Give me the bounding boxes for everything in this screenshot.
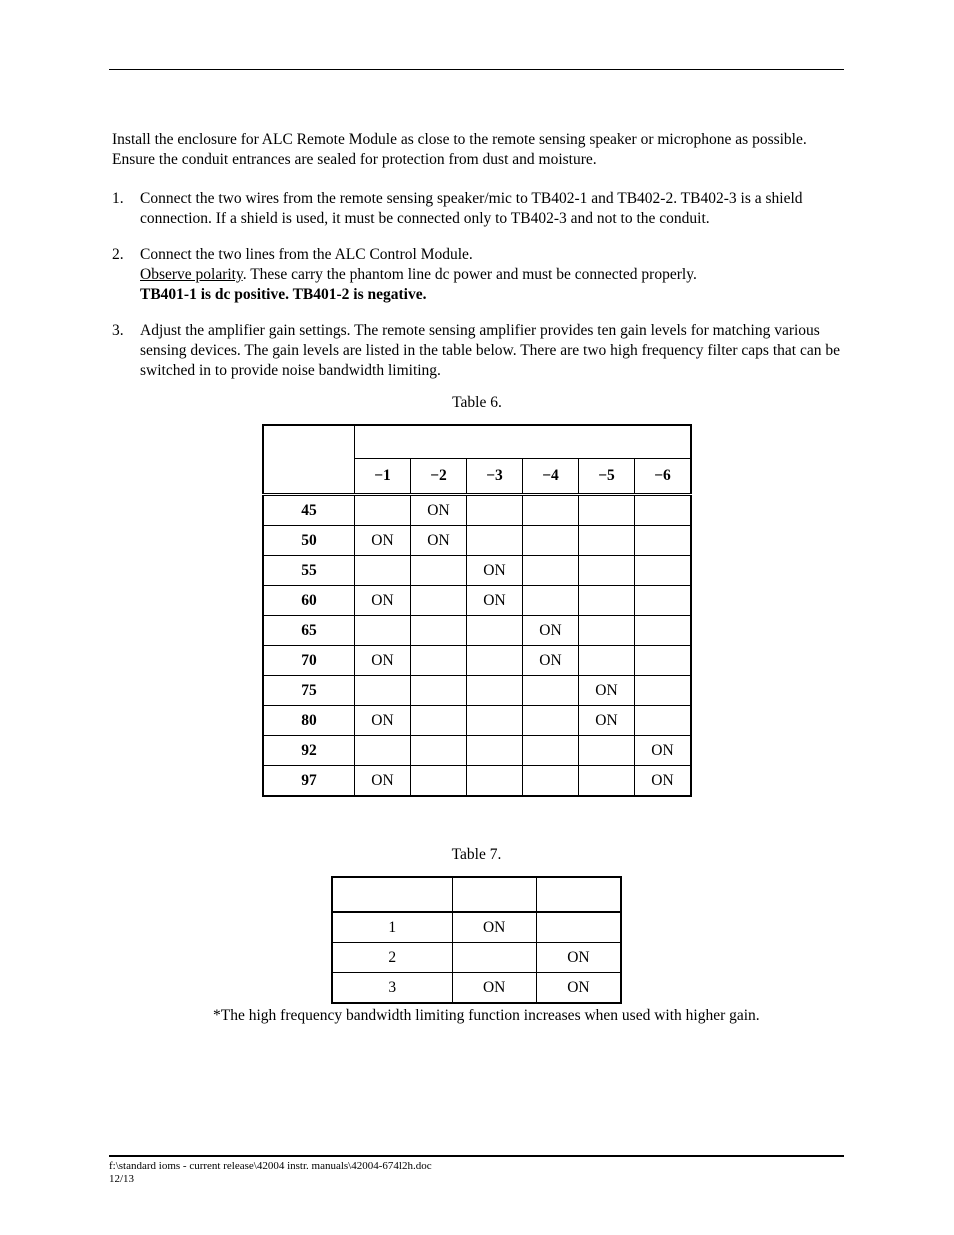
switch-cell: ON [467,556,523,586]
switch-cell [635,646,692,676]
switch-cell [579,586,635,616]
switch-cell: ON [355,766,411,797]
switch-cell [467,495,523,526]
filter-cell: ON [536,943,621,973]
gain-table [262,424,692,797]
table-row [263,736,691,766]
switch-cell [579,495,635,526]
observe-polarity: Observe polarity [140,266,243,283]
switch-cell [467,616,523,646]
intro-paragraph: Install the enclosure for ALC Remote Module as close to the remote sensing speaker or microphone as possible. Ensure the conduit entrances are sealed for protection from dust and moisture. [112,131,807,168]
filter-cell: ON [536,973,621,1004]
switch-cell [523,766,579,797]
gain-value: 80 [263,706,355,736]
table-row [263,766,691,797]
switch-cell: ON [579,676,635,706]
gain-value: 75 [263,676,355,706]
filter-level: 2 [332,943,452,973]
switch-cell [355,495,411,526]
filter-cell [536,912,621,943]
step-text: Connect the two wires from the remote sensing speaker/mic to TB402-1 and TB402-2. TB402-3 is a shield connection. If a shield is used, it must be connected only to TB402-3 and not to the conduit. [140,190,803,227]
switch-column-header: −5 [579,459,635,495]
filter-header-cell [536,877,621,912]
gain-value: 70 [263,646,355,676]
filter-table [331,876,622,1004]
switch-cell [523,586,579,616]
switch-cell [635,616,692,646]
polarity-rest: . These carry the phantom line dc power and must be connected properly. [242,266,697,283]
switch-cell: ON [355,706,411,736]
switch-column-header: −2 [411,459,467,495]
table6-caption: Table 6. [452,394,502,411]
table-row [332,912,621,943]
switch-cell [635,676,692,706]
step-text: Connect the two lines from the ALC Control Module. [140,246,473,263]
switch-cell [355,556,411,586]
table-row [263,706,691,736]
switch-cell [579,526,635,556]
footer-date: 12/13 [109,1173,135,1185]
switch-cell: ON [355,646,411,676]
gain-header-cell [263,425,355,495]
gain-value: 45 [263,495,355,526]
switch-cell [467,766,523,797]
gain-value: 97 [263,766,355,797]
step-text: Adjust the amplifier gain settings. The remote sensing amplifier provides ten gain levels for matching various sensing devices. The gain levels are listed in the table below. There are two high frequency filter caps that can be switched in to provide noise bandwidth limiting. [140,322,840,379]
switch-cell [579,556,635,586]
switch-cell [579,646,635,676]
switch-cell [467,676,523,706]
step-polarity-line [140,265,842,285]
step-number: 2. [112,246,124,263]
table-row [332,943,621,973]
switch-cell [355,616,411,646]
footer-rule [109,1155,844,1157]
switch-cell [523,495,579,526]
switch-cell [579,736,635,766]
switch-cell [635,556,692,586]
switch-cell [635,586,692,616]
switch-cell [635,706,692,736]
gain-value: 60 [263,586,355,616]
switch-cell [579,766,635,797]
switch-cell: ON [411,495,467,526]
switch-header-cell [355,425,692,459]
switch-cell [523,526,579,556]
filter-cell: ON [452,912,536,943]
switch-cell [411,646,467,676]
gain-value: 92 [263,736,355,766]
switch-cell [635,526,692,556]
switch-cell: ON [411,526,467,556]
bandwidth-note: *The high frequency bandwidth limiting function increases when used with higher gain. [213,1007,760,1024]
table-row [332,973,621,1004]
switch-cell [467,526,523,556]
switch-cell [523,676,579,706]
table-row [263,616,691,646]
switch-cell [579,616,635,646]
switch-cell [635,495,692,526]
gain-value: 65 [263,616,355,646]
switch-cell [411,676,467,706]
switch-cell [355,736,411,766]
table-row [263,676,691,706]
switch-cell: ON [355,526,411,556]
switch-column-header: −1 [355,459,411,495]
switch-column-header: −3 [467,459,523,495]
filter-cell: ON [452,973,536,1004]
filter-header-cell [452,877,536,912]
switch-cell: ON [579,706,635,736]
gain-value: 55 [263,556,355,586]
polarity-note: TB401-1 is dc positive. TB401-2 is negative. [140,286,427,303]
filter-level: 3 [332,973,452,1004]
switch-cell [411,736,467,766]
gain-value: 50 [263,526,355,556]
step-number: 3. [112,322,124,339]
switch-cell [411,586,467,616]
header-rule [109,69,844,70]
footer-path: f:\standard ioms - current release\42004 instr. manuals\42004-674l2h.doc [109,1160,432,1172]
table7-caption: Table 7. [451,846,502,863]
switch-cell [411,556,467,586]
switch-cell: ON [467,586,523,616]
switch-cell [411,706,467,736]
switch-cell [411,616,467,646]
table-row [263,646,691,676]
filter-cell [452,943,536,973]
step-3 [112,321,842,381]
switch-cell [467,706,523,736]
step-number: 1. [112,190,124,207]
switch-cell [523,556,579,586]
switch-cell [523,706,579,736]
switch-cell [523,736,579,766]
step-2 [112,245,842,305]
filter-level: 1 [332,912,452,943]
step-1 [112,189,842,229]
switch-cell [467,646,523,676]
switch-cell: ON [635,766,692,797]
switch-column-header: −4 [523,459,579,495]
table-row [263,526,691,556]
switch-cell: ON [635,736,692,766]
switch-cell [355,676,411,706]
table-row [263,586,691,616]
switch-cell [411,766,467,797]
switch-cell: ON [355,586,411,616]
filter-header-cell [332,877,452,912]
switch-column-header: −6 [635,459,692,495]
switch-cell: ON [523,646,579,676]
switch-cell [467,736,523,766]
switch-cell: ON [523,616,579,646]
table-row [263,495,691,526]
table-row [263,556,691,586]
